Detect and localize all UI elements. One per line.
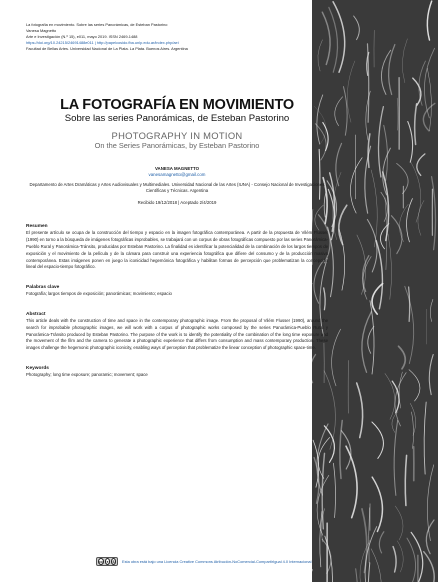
doi-link[interactable]: https://doi.org/10.24215/24691488e011 | http://papelcosido.fba.unlp.edu.ar/index.php/aei [26,40,179,45]
resumen-heading: Resumen [26,224,48,230]
abstract-heading: Abstract [26,311,46,317]
cc-logo-icon: cc [99,560,103,564]
creative-commons-icon[interactable] [96,557,118,566]
resumen-text: El presente artículo se ocupa de la construcción del tiempo y espacio en la imagen fotográfica contemporánea. A partir de la propuesta de Vilém Flusser (1990) en torno a la búsqueda de imágenes fotográficas improbables, se trabajará con un corpus de obras fotográficas compuesto por las series Panorámica-Pueblo Rural y Panorámica-Tránsito, producidas por Esteban Pastorino. La finalidad es identificar la potencialidad de la combinación de los largos tiempos de exposición y el movimiento de la película y de la cámara para construir una experiencia fotográfica que difiere del consumo y de la producción masiva contemporánea. Estas imágenes ponen en juego la iconicidad hegemónica fotográfica y habilitan formas de percepción que problematizan la concepción lineal del espacio-tiempo fotográfico. [26,230,328,270]
author-email[interactable]: vanesamagnetto@gmail.com [148,172,206,177]
palabras-clave-heading: Palabras clave [26,285,60,291]
received-accepted-dates: Recibido 19/12/2018 | Aceptado 2/4/2019 [137,200,217,206]
article-subtitle: Sobre las series Panorámicas, de Esteban Pastorino [64,113,290,124]
abstract-text: This article deals with the construction of time and space in the contemporary photographic image. From the proposal of Vilém Flusser (1990), around the search for improbable photographic images, we will work with a corpus of photographic works composed by the series Panorámica-Pueblo Rural y Panorámica-Tránsito produced by Esteban Pastorino. The purpose of the work is to identify the potentiality of the combination of the long time exposure and the movement of the film and the camera to generate a photographic experience that differs from consumption and mass contemporary production. These images challenge the hegemonic photographic iconicity, enabling ways of perception that problematize the linear conception of photographic space-time. [26,317,328,351]
cover-photograph [312,0,438,582]
palabras-clave-text: Fotografía; largos tiempos de exposición; panorámicas; movimiento; espacio [26,291,172,297]
article-title: LA FOTOGRAFÍA EN MOVIMIENTO [60,97,294,113]
noncommercial-icon: $ [112,560,115,564]
article-front-matter [26,22,328,379]
author-name: VANESA MAGNETTO [154,166,200,171]
citation-institution: Facultad de Bellas Artes. Universidad Nacional de La Plata. La Plata. Buenos Aires. Argentina [26,46,188,51]
citation-author: Vanesa Magnetto [26,28,57,33]
citation-journal: Arte e Investigación (N.º 15), e011, mayo 2019. ISSN 2469-1488 [26,34,138,39]
attribution-icon: ● [106,560,109,564]
keywords-text: Photography; long time exposure; panoramic; movement; space [26,371,148,377]
keywords-heading: Keywords [26,365,49,371]
article-subtitle-english: On the Series Panorámicas, by Esteban Pastorino [94,141,260,150]
title-block [26,97,328,150]
license-footer [96,557,426,566]
license-link[interactable]: Esta obra está bajo una Licencia Creative Commons Atribución-NoComercial-CompartirIgual 4.0 Internacional [122,559,312,564]
article-title-english: PHOTOGRAPHY IN MOTION [111,130,243,141]
author-affiliation: Departamento de Artes Dramáticas y Artes Audiovisuales y Multimediales. Universidad Nacional de las Artes (IUNA) - Consejo Nacional de Investigaciones Científicas y Técnicas. Argentina [29,182,325,194]
citation-title: La fotografía en movimiento. Sobre las series Panorámicas, de Esteban Pastorino [26,22,168,27]
citation-block [26,22,328,52]
